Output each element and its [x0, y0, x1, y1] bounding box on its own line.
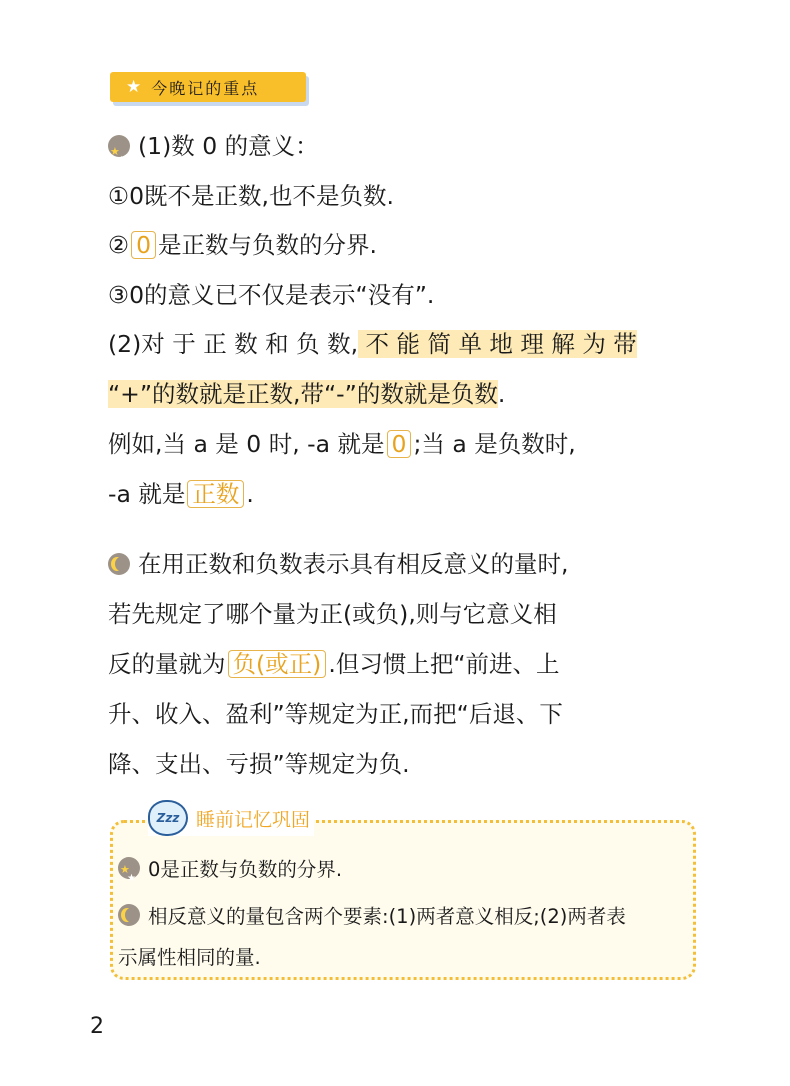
sec3-line1-text: 在用正数和负数表示具有相反意义的量时, [138, 550, 569, 578]
page-number: 2 [90, 1014, 104, 1039]
review-header [148, 800, 314, 836]
sec1-item2-suffix: 是正数与负数的分界. [158, 231, 378, 259]
key-points-title: 今晚记的重点 [151, 78, 260, 98]
sec2-line2 [108, 376, 505, 412]
sec2-line3-a: 例如,当 a 是 0 时, -a 就是 [108, 430, 385, 458]
sec1-heading-line [108, 128, 319, 164]
sec3-line5: 降、支出、亏损”等规定为负. [108, 750, 410, 778]
sec2-line2-end: . [497, 380, 506, 408]
sec3-line1 [108, 546, 568, 582]
answer-box: 0 [387, 430, 412, 458]
highlight-text: 不 能 简 单 地 理 解 为 带 [358, 330, 637, 358]
sec3-line3-a: 反的量就为 [108, 650, 226, 678]
sec3-line3-b: .但习惯上把“前进、上 [328, 650, 560, 678]
sec2-line4 [108, 476, 254, 512]
sec2-line4-b: . [246, 480, 254, 508]
sec3-line4: 升、收入、盈利”等规定为正,而把“后退、下 [108, 700, 563, 728]
moon-icon [108, 553, 130, 575]
moon-icon [118, 904, 140, 926]
review-line2-text: 相反意义的量包含两个要素:(1)两者意义相反;(2)两者表 [148, 905, 626, 928]
review-title: 睡前记忆巩固 [196, 808, 311, 831]
sec3-line2: 若先规定了哪个量为正(或负),则与它意义相 [108, 600, 557, 628]
sec2-line1-plain: (2)对 于 正 数 和 负 数, [108, 330, 359, 358]
sec2-line4-a: -a 就是 [108, 480, 186, 508]
review-line1-text: 0是正数与负数的分界. [148, 858, 343, 881]
sec1-heading: (1)数 0 的意义： [138, 132, 319, 160]
key-points-tag [110, 72, 306, 102]
review-line1 [118, 856, 342, 884]
highlight-text: “+”的数就是正数,带“-”的数就是负数 [108, 380, 498, 408]
stars-icon [108, 135, 130, 157]
answer-box: 0 [131, 231, 156, 259]
answer-box: 负(或正) [228, 650, 327, 678]
stars-icon [118, 857, 140, 879]
sec3-line3 [108, 646, 560, 682]
sleep-icon: Zzz [148, 800, 188, 836]
sec2-line1 [108, 326, 637, 362]
review-line2 [118, 903, 626, 931]
answer-box: 正数 [187, 480, 244, 508]
sec2-line3-b: ;当 a 是负数时, [413, 430, 576, 458]
review-line3: 示属性相同的量. [118, 946, 261, 969]
sec2-line3 [108, 426, 576, 462]
sec1-item2-prefix: ② [108, 231, 130, 259]
sec1-item3: ③0的意义已不仅是表示“没有”. [108, 281, 435, 309]
star-icon: ★ [126, 77, 142, 97]
sec1-item2 [108, 227, 377, 263]
sec1-item1: ①0既不是正数,也不是负数. [108, 182, 394, 210]
